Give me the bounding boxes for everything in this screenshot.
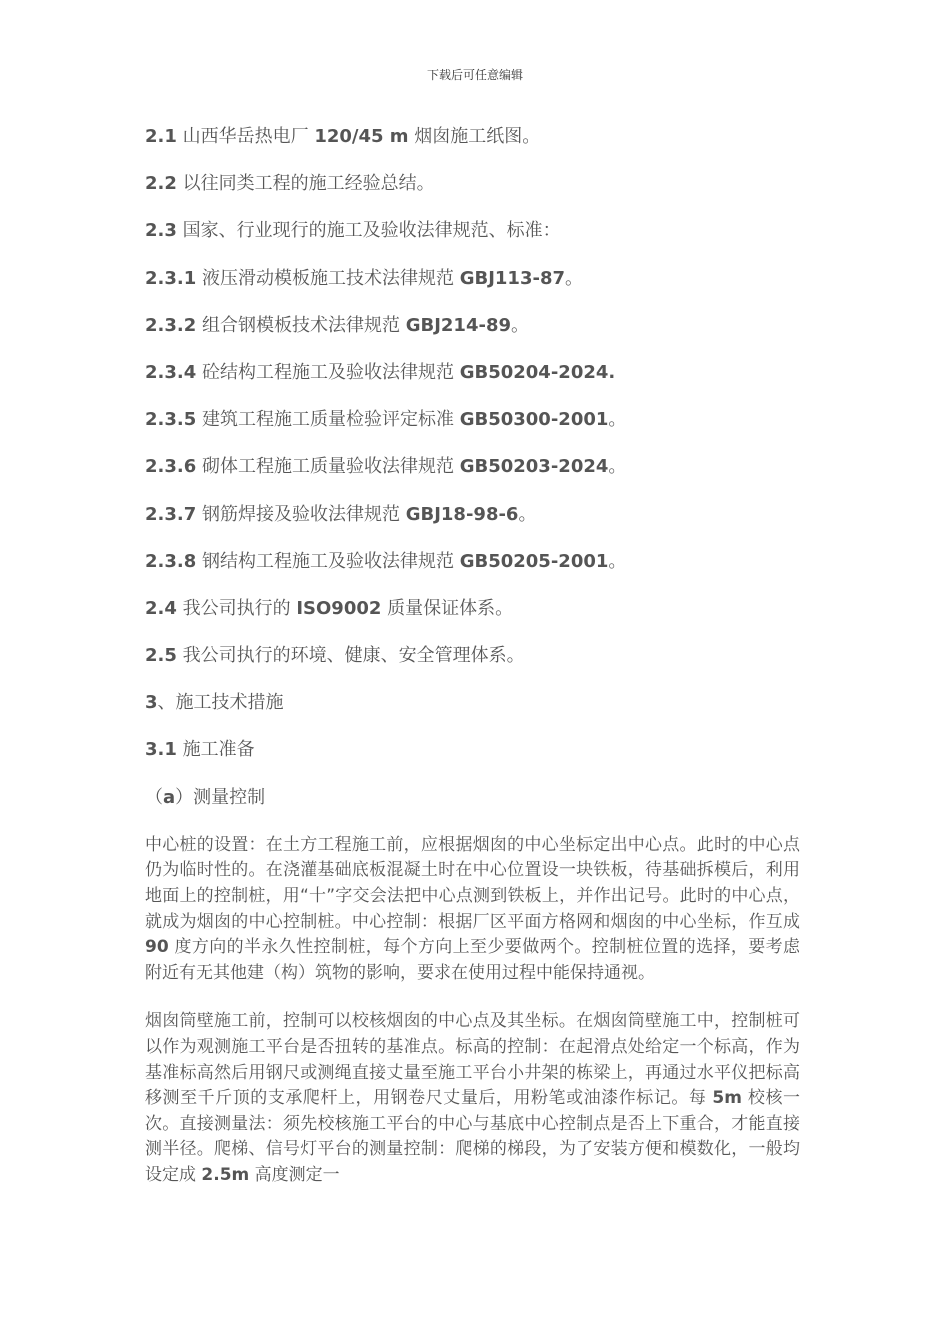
paragraph — [145, 1009, 800, 1188]
list-item — [145, 597, 800, 621]
paragraph-number: 90 — [145, 937, 169, 958]
list-item — [145, 455, 800, 479]
item-number: 2.3.8 — [145, 550, 197, 572]
item-code: a — [163, 786, 176, 808]
list-item — [145, 644, 800, 668]
list-item — [145, 361, 800, 385]
reference-list — [145, 125, 800, 810]
item-text: 建筑工程施工质量检验评定标准 — [196, 409, 460, 431]
item-number: 2.1 — [145, 126, 177, 147]
item-number: 2.3.5 — [145, 409, 197, 431]
paragraph-text: 高度测定一 — [249, 1164, 340, 1185]
list-item — [145, 738, 800, 762]
item-text-suffix: ）测量控制 — [175, 786, 266, 808]
item-text-suffix: 。 — [608, 456, 627, 478]
item-number: 2.3.6 — [145, 456, 197, 478]
list-item — [145, 691, 800, 715]
list-item — [145, 786, 800, 810]
item-text-suffix: 。 — [608, 550, 627, 572]
item-number: 2.3.2 — [145, 314, 197, 336]
list-item — [145, 219, 800, 243]
item-number: 3.1 — [145, 739, 177, 761]
body-paragraphs — [145, 833, 800, 1189]
item-text-suffix: 质量保证体系。 — [381, 597, 514, 619]
paragraph-text: 校核一次。直接测量法：须先校核施工平台的中心与基底中心控制点是否上下重合，才能直接测半径。爬梯、信号灯平台的测量控制：爬梯的梯段，为了安装方便和模数化，一般均设定成 — [145, 1088, 800, 1185]
list-item — [145, 267, 800, 291]
page-header: 下载后可任意编辑 — [426, 68, 523, 82]
document-body — [145, 125, 800, 1212]
item-number: 2.3.1 — [145, 267, 197, 289]
item-text: 我公司执行的环境、健康、安全管理体系。 — [176, 645, 525, 667]
item-text: 钢结构工程施工及验收法律规范 — [196, 550, 460, 572]
item-number: 2.5 — [145, 645, 177, 667]
item-code: ISO9002 — [296, 597, 382, 619]
list-item — [145, 172, 800, 196]
paragraph-text: 中心桩的设置：在土方工程施工前，应根据烟囱的中心坐标定出中心点。此时的中心点仍为临时性的。在浇灌基础底板混凝土时在中心位置设一块铁板，待基础拆模后，利用地面上的控制桩，用“十”字交会法把中心点测到铁板上，并作出记号。此时的中心点，就成为烟囱的中心控制桩。中心控制：根据厂区平面方格网和烟囱的中心坐标，作互成 — [145, 834, 800, 932]
item-text: 组合钢模板技术法律规范 — [196, 314, 406, 336]
item-text: 钢筋焊接及验收法律规范 — [196, 503, 406, 525]
item-text-suffix: 。 — [511, 314, 529, 336]
item-text: 山西华岳热电厂 — [176, 126, 315, 147]
item-code: GB50204-2024. — [459, 361, 616, 383]
item-code: GB50203-2024 — [459, 456, 609, 478]
item-number: 2.3 — [145, 220, 177, 242]
item-number: 2.3.7 — [145, 503, 197, 525]
item-text-suffix: 烟囱施工纸图。 — [408, 126, 541, 147]
item-number: 2.2 — [145, 173, 177, 195]
item-text: 砌体工程施工质量验收法律规范 — [196, 456, 460, 478]
paragraph-text: 烟囱筒壁施工前，控制可以校核烟囱的中心点及其坐标。在烟囱筒壁施工中，控制桩可以作为观测施工平台是否扭转的基准点。标高的控制：在起滑点处给定一个标高，作为基准标高然后用钢尺或测绳直接丈量至施工平台小井架的栋梁上，再通过水平仪把标高移测至千斤顶的支承爬杆上，用钢卷尺丈量后，用粉笔或油漆作标记。每 — [145, 1011, 800, 1109]
paragraph-text: 度方向的半永久性控制桩，每个方向上至少要做两个。控制桩位置的选择，要考虑附近有无其他建（构）筑物的影响，要求在使用过程中能保持通视。 — [145, 937, 800, 983]
item-text-suffix: 。 — [565, 267, 583, 289]
list-item — [145, 314, 800, 338]
item-code: GB50205-2001 — [459, 550, 609, 572]
item-text: 以往同类工程的施工经验总结。 — [176, 173, 435, 195]
list-item — [145, 408, 800, 432]
paragraph — [145, 833, 800, 987]
item-text: 砼结构工程施工及验收法律规范 — [196, 361, 460, 383]
item-code: GBJ113-87 — [459, 267, 565, 289]
item-code: GBJ18-98-6 — [405, 503, 519, 525]
paragraph-number: 5m — [712, 1088, 742, 1109]
item-number: 3 — [145, 692, 158, 714]
item-number: 2.4 — [145, 597, 177, 619]
paragraph-number: 2.5m — [201, 1164, 250, 1185]
list-item — [145, 503, 800, 527]
item-text: 我公司执行的 — [176, 597, 297, 619]
item-text-suffix: 。 — [608, 409, 627, 431]
item-text: 、施工技术措施 — [157, 692, 284, 714]
list-item — [145, 550, 800, 574]
item-code: GB50300-2001 — [459, 409, 609, 431]
item-code: 120/45 m — [314, 126, 409, 147]
item-code: GBJ214-89 — [405, 314, 511, 336]
item-text-suffix: 。 — [518, 503, 537, 525]
item-text: 施工准备 — [176, 739, 255, 761]
list-item — [145, 125, 800, 149]
item-text: （ — [145, 786, 163, 808]
item-number: 2.3.4 — [145, 361, 197, 383]
item-text: 液压滑动模板施工技术法律规范 — [196, 267, 460, 289]
item-text: 国家、行业现行的施工及验收法律规范、标准： — [176, 220, 561, 242]
